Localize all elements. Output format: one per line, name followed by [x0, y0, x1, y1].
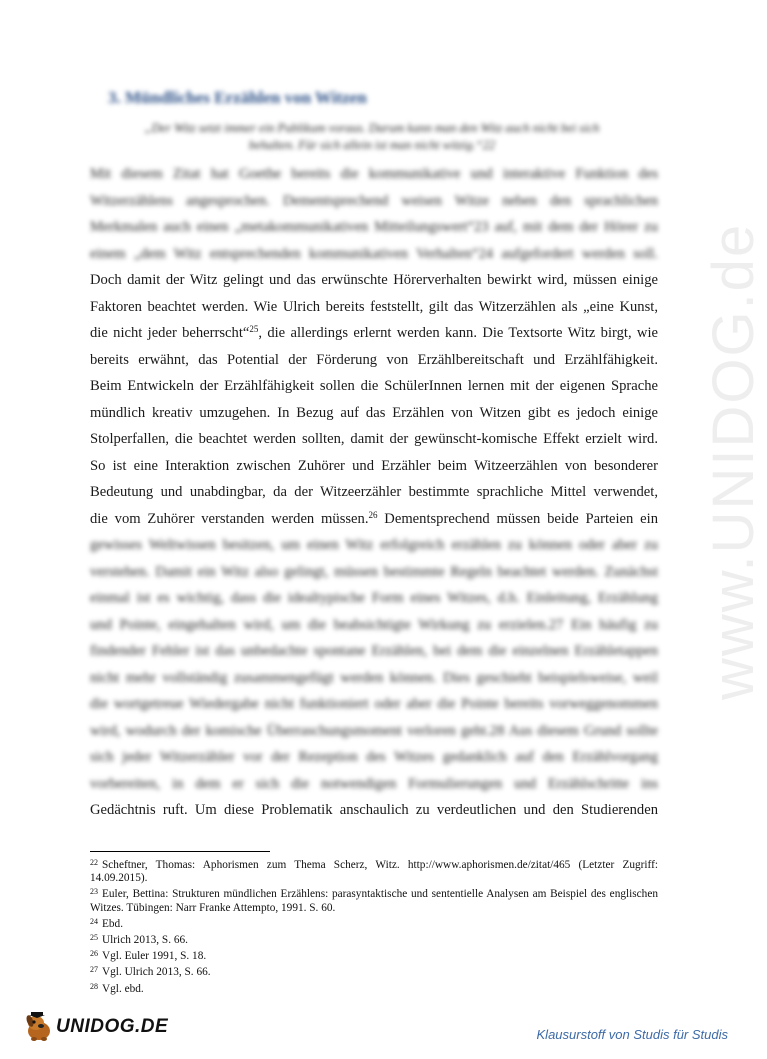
- quote-line-1: „Der Witz setzt immer ein Publikum voraus. Darum kann man den Witz auch nicht bei sich: [144, 121, 600, 135]
- body-text: Dementsprechend müssen beide Parteien ein: [377, 510, 658, 527]
- footnote-number: 26: [90, 949, 98, 959]
- body-text: , die allerdings erlernt werden kann. Die Textsorte Witz birgt, wie: [258, 325, 658, 341]
- footnote-number: 23: [90, 887, 98, 897]
- blurred-line: wird, wodurch der komische Überraschungsmoment verloren geht.28 Aus diesem Grund sollte: [90, 722, 658, 739]
- blurred-line: verstehen. Damit ein Witz also gelingt, müssen bestimmte Regeln beachtet werden. Zunächst: [90, 563, 658, 580]
- blurred-line: vorbereiten, in dem er sich die notwendigen Formulierungen und Erzählschritte ins: [90, 775, 658, 792]
- footnote-text: Vgl. Euler 1991, S. 18.: [102, 950, 207, 963]
- footnote-text: Scheftner, Thomas: Aphorismen zum Thema Scherz, Witz. http://www.aphorismen.de/zitat/465 (Letzter Zugriff: 14.09.2015).: [90, 859, 658, 885]
- body-line: bereits erwähnt, das Potential der Förderung von Erzählbereitschaft und Erzählfähigkeit.: [90, 351, 658, 368]
- body-line: Gedächtnis ruft. Um diese Problematik anschaulich zu verdeutlichen und den Studierenden: [90, 802, 658, 818]
- unidog-logo[interactable]: [24, 1010, 168, 1044]
- blurred-line: die wortgetreue Wiedergabe nicht funktioniert oder aber die Pointe bereits vorweggenommen: [90, 696, 658, 712]
- blurred-line: Witzerzählens angesprochen. Dementsprechend weisen Witze neben den sprachlichen: [90, 192, 658, 209]
- blurred-line: nicht mehr vollständig zusammengefügt werden können. Dies geschieht beispielsweise, weil: [90, 669, 658, 686]
- body-line: Faktoren beachtet werden. Wie Ulrich bereits feststellt, gilt das Witzerzählen als „eine Kunst,: [90, 298, 658, 315]
- footnote-22: [90, 856, 658, 885]
- blurred-paragraph-bottom: [90, 532, 658, 797]
- blurred-line: gewisses Weltwissen besitzen, um einen Witz erfolgreich erzählen zu können oder aber zu: [90, 537, 658, 553]
- footnote-divider: [90, 851, 270, 852]
- body-line: Bedeutung und unabdingbar, da der Witzeerzähler bestimmte sprachliche Mittel verwendet,: [90, 484, 658, 500]
- footnote-text: Ulrich 2013, S. 66.: [102, 934, 188, 947]
- blurred-line: einmal ist es wichtig, dass die idealtypische Form eines Witzes, d.h. Einleitung, Erzählung: [90, 590, 658, 606]
- footnote-number: 22: [90, 858, 98, 867]
- blurred-line: Mit diesem Zitat hat Goethe bereits die kommunikative und interaktive Funktion des: [90, 166, 658, 182]
- footnote-25: [90, 931, 658, 947]
- visible-paragraph: [90, 267, 658, 532]
- blurred-line: Merkmalen auch einen „metakommunikativen Mitteilungswert“23 auf, mit dem der Hörer zu: [90, 219, 658, 235]
- footnote-text: Vgl. ebd.: [102, 982, 144, 995]
- footnote-23: [90, 885, 658, 914]
- visible-last-line: [90, 797, 658, 824]
- section-heading: 3. Mündliches Erzählen von Witzen: [108, 88, 367, 107]
- footnote-26: [90, 947, 658, 963]
- footnote-text: Vgl. Ulrich 2013, S. 66.: [102, 966, 211, 979]
- footnote-text: Ebd.: [102, 917, 124, 930]
- footnote-24: [90, 915, 658, 931]
- body-line: mündlich kreativ umzugehen. In Bezug auf das Erzählen von Witzen gibt es jedoch einige: [90, 404, 658, 421]
- blurred-line: findender Fehler ist das unbedachte spontane Erzählen, bei dem die einzelnen Erzähletappen: [90, 643, 658, 659]
- footnote-ref-25: 25: [249, 324, 259, 334]
- footnote-number: 28: [90, 981, 98, 991]
- body-line: [90, 320, 658, 347]
- footnote-text: Euler, Bettina: Strukturen mündlichen Erzählens: parasyntaktische und sententielle Analysen am Beispiel des englischen Witzes. Tübingen: Narr Franke Attempto, 1991. S. 60.: [90, 888, 658, 914]
- body-line: Stolperfallen, die beachtet werden sollten, damit der gewünscht-komische Effekt erzielt wird.: [90, 431, 658, 447]
- footnote-number: 24: [90, 916, 98, 926]
- footnote-27: [90, 963, 658, 979]
- blurred-paragraph-top: [90, 161, 658, 267]
- blurred-line: einem „dem Witz entsprechenden kommunikativen Verhalten“24 aufgefordert werden soll.: [90, 245, 658, 262]
- tagline: Klausurstoff von Studis für Studis: [536, 1027, 728, 1042]
- body-text: die nicht jeder beherrscht“: [90, 325, 250, 341]
- footnote-number: 27: [90, 965, 98, 975]
- body-line: Doch damit der Witz gelingt und das erwünschte Hörerverhalten bewirkt wird, müssen einige: [90, 272, 658, 288]
- body-line: So ist eine Interaktion zwischen Zuhörer und Erzähler beim Witzeerzählen von besonderer: [90, 457, 658, 474]
- body-line: Beim Entwickeln der Erzählfähigkeit sollen die SchülerInnen lernen mit der eigenen Sprache: [90, 378, 658, 394]
- body-line: [90, 506, 658, 533]
- blurred-line: und Pointe, eingehalten wird, um die beabsichtigte Wirkung zu erzielen.27 Ein häufig zu: [90, 616, 658, 633]
- body-text: die vom Zuhörer verstanden werden müssen.: [90, 510, 369, 527]
- footnotes: [90, 856, 658, 996]
- watermark: www.UNIDOG.de: [701, 222, 766, 700]
- quote-line-2: behalten. Für sich allein ist man nicht witzig.“22: [248, 138, 496, 152]
- footnote-number: 25: [90, 933, 98, 943]
- footnote-28: [90, 980, 658, 996]
- logo-text: UNIDOG.DE: [56, 1016, 169, 1037]
- dog-logo-icon: [24, 1011, 54, 1043]
- footnote-ref-26: 26: [368, 509, 378, 520]
- blurred-line: sich jeder Witzerzähler vor der Rezeption des Witzes gedanklich auf den Erzählvorgang: [90, 749, 658, 765]
- epigraph-quote: [92, 120, 652, 154]
